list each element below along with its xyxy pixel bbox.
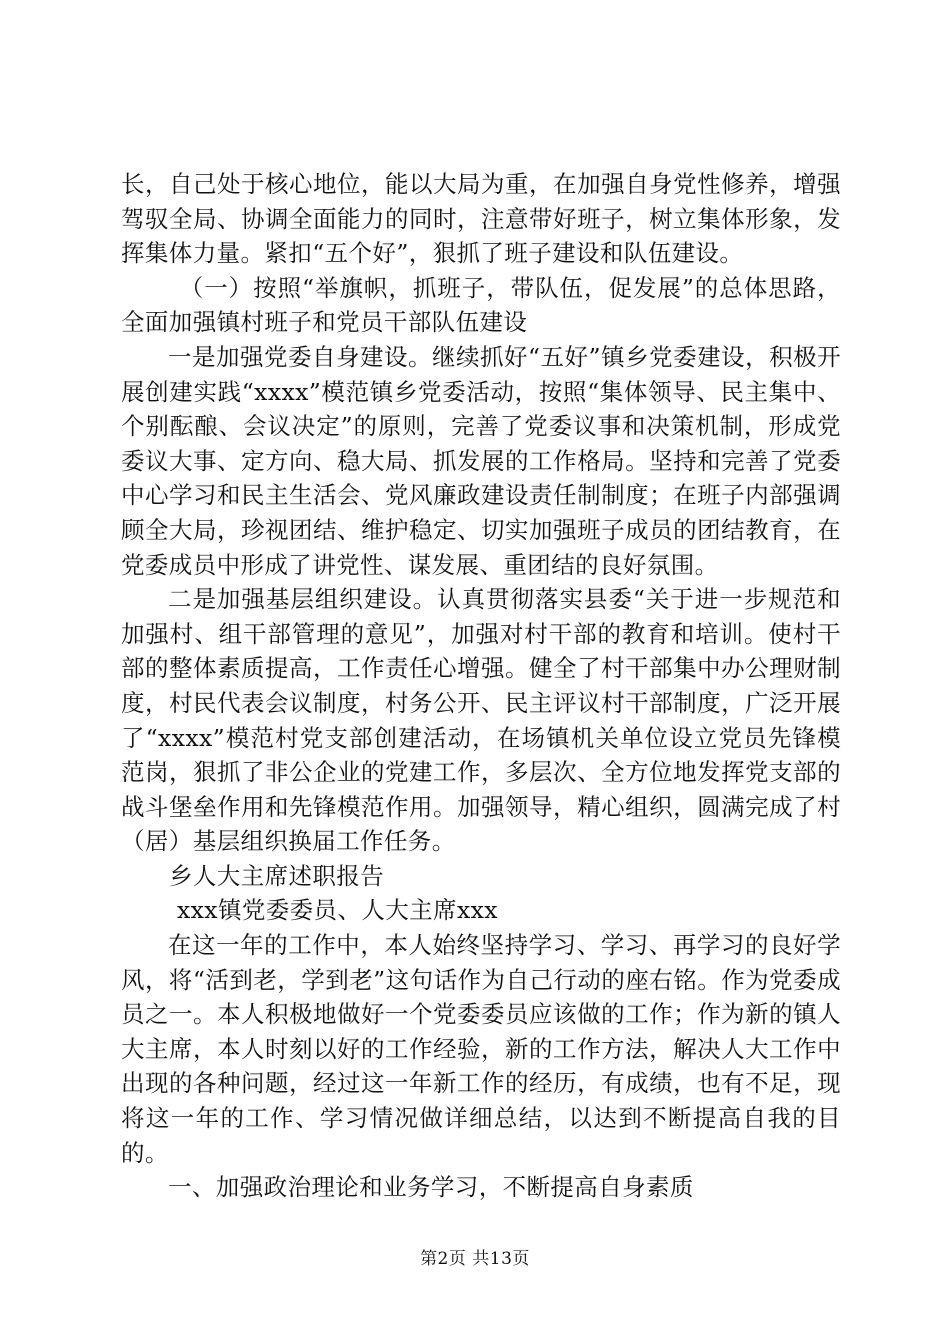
report-title: 乡人大主席述职报告	[169, 861, 385, 890]
paragraph-section-heading: （一）按照“举旗帜，抓班子，带队伍，促发展”的总体思路，全面加强镇村班子和党员干部队伍建设	[121, 273, 841, 337]
paragraph-leadership-continuation: 长，自己处于核心地位，能以大局为重，在加强自身党性修养，增强驾驭全局、协调全面能力的同时，注意带好班子，树立集体形象，发挥集体力量。紧扣“五个好”，狠抓了班子建设和队伍建设。	[121, 170, 841, 268]
paragraph-section-one-heading: 一、加强政治理论和业务学习，不断提高自身素质	[168, 1173, 694, 1202]
document-body	[121, 167, 841, 1205]
report-author-line: xxx镇党委委员、人大主席xxx	[177, 896, 498, 925]
paragraph-party-committee: 一是加强党委自身建设。继续抓好“五好”镇乡党委建设，积极开展创建实践“xxxx”模范镇乡党委活动，按照“集体领导、民主集中、个别酝酿、会议决定”的原则，完善了党委议事和决策机制，形成党委议大事、定方向、稳大局、抓发展的工作格局。坚持和完善了党委中心学习和民主生活会、党风廉政建设责任制制度；在班子内部强调顾全大局，珍视团结、维护稳定、切实加强班子成员的团结教育，在党委成员中形成了讲党性、谋发展、重团结的良好氛围。	[121, 342, 841, 579]
page-number-footer: 第2页 共13页	[420, 1249, 530, 1269]
paragraph-report-intro: 在这一年的工作中，本人始终坚持学习、学习、再学习的良好学风，将“活到老，学到老”这句话作为自己行动的座右铭。作为党委成员之一。本人积极地做好一个党委委员应该做的工作；作为新的镇人大主席，本人时刻以好的工作经验，新的工作方法，解决人大工作中出现的各种问题，经过这一年新工作的经历，有成绩，也有不足，现将这一年的工作、学习情况做详细总结，以达到不断提高自我的目的。	[121, 931, 841, 1167]
paragraph-grassroots-organization: 二是加强基层组织建设。认真贯彻落实县委“关于进一步规范和加强村、组干部管理的意见”，加强对村干部的教育和培训。使村干部的整体素质提高，工作责任心增强。健全了村干部集中办公理财制度，村民代表会议制度，村务公开、民主评议村干部制度，广泛开展了“xxxx”模范村党支部创建活动，在场镇机关单位设立党员先锋模范岗，狠抓了非公企业的党建工作，多层次、全方位地发挥党支部的战斗堡垒作用和先锋模范作用。加强领导，精心组织，圆满完成了村（居）基层组织换届工作任务。	[121, 585, 841, 856]
